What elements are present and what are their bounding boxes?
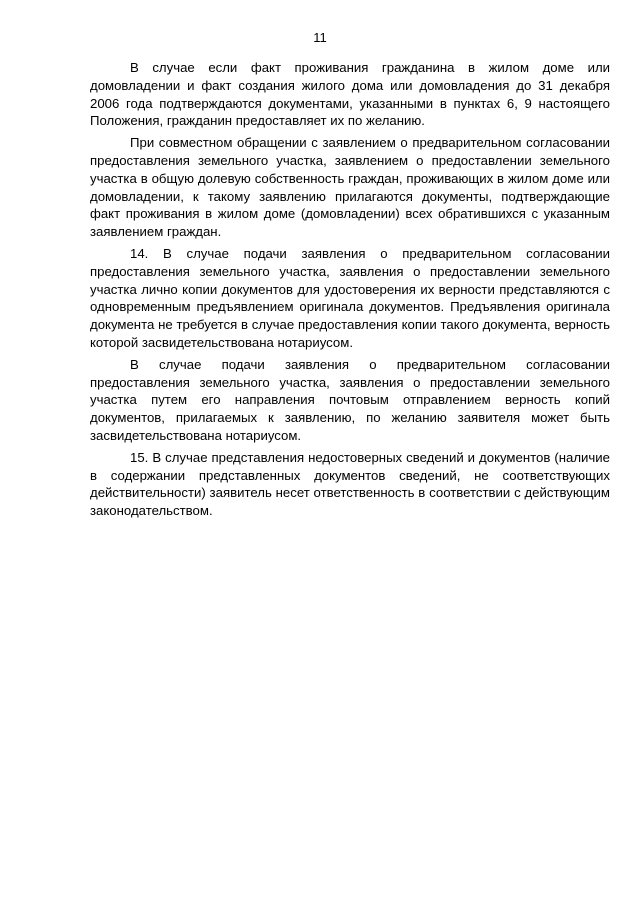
document-body <box>90 59 610 524</box>
paragraph-clause-14: 14. В случае подачи заявления о предварительном согласовании предоставления земельного участка, заявления о предоставлении земельного участка лично копии документов для удостоверения их верности представляются с одновременным предъявлением оригинала документов. Предъявления оригинала документа не требуется в случае предоставления копии такого документа, верность которой засвидетельствована нотариусом. <box>90 245 610 350</box>
paragraph-clause-15: 15. В случае представления недостоверных сведений и документов (наличие в содержании представленных документов сведений, не соответствующих действительности) заявитель несет ответственность в соответствии с действующим законодательством. <box>90 449 610 519</box>
paragraph-residence-proof: В случае если факт проживания гражданина в жилом доме или домовладении и факт создания жилого дома или домовладения до 31 декабря 2006 года подтверждаются документами, указанными в пунктах 6, 9 настоящего Положения, гражданин предоставляет их по желанию. <box>90 60 610 129</box>
page-number: 11 <box>313 30 327 45</box>
paragraph-joint-application: При совместном обращении с заявлением о предварительном согласовании предоставления земельного участка, заявлением о предоставлении земельного участка в общую долевую собственность граждан, проживающих в жилом доме или домовладении, к такому заявлению прилагаются документы, подтверждающие факт проживания в жилом доме (домовладении) всех обратившихся с указанным заявлением граждан. <box>90 135 610 240</box>
paragraph-postal-submission: В случае подачи заявления о предварительном согласовании предоставления земельного участка, заявления о предоставлении земельного участка путем его направления почтовым отправлением верность копий документов, прилагаемых к заявлению, по желанию заявителя может быть засвидетельствована нотариусом. <box>90 356 610 443</box>
